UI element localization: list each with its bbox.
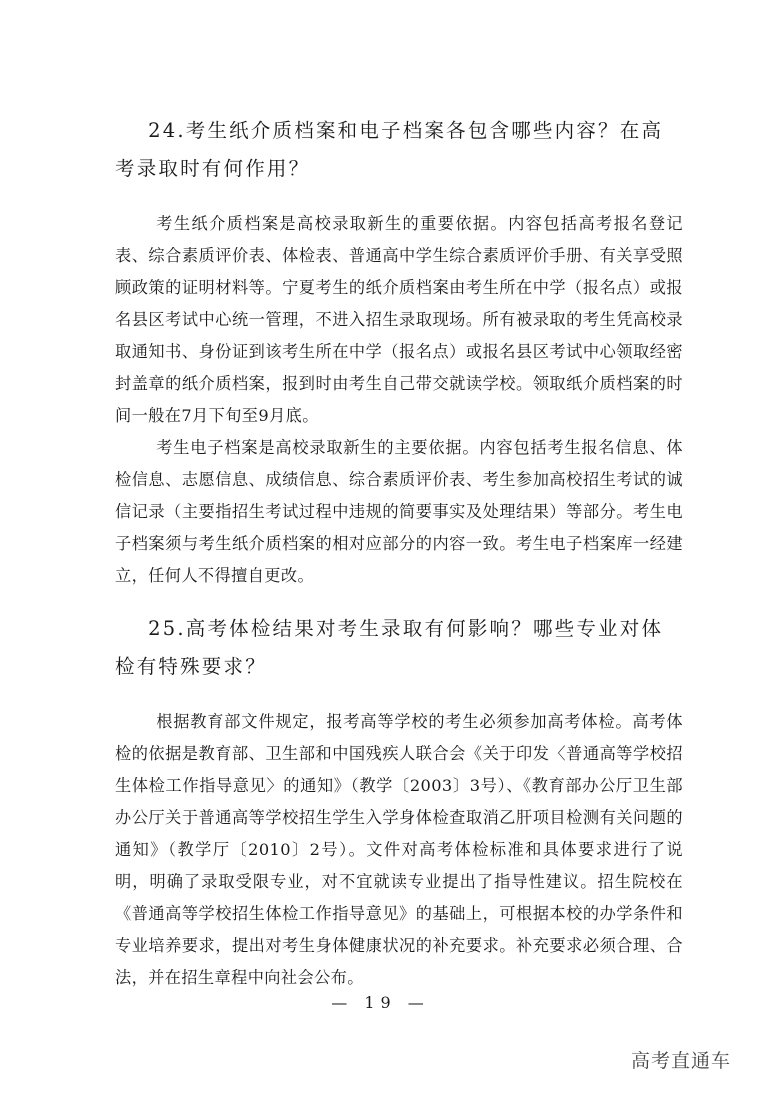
question-25-heading: 25.高考体检结果对考生录取有何影响？哪些专业对体检有特殊要求？ bbox=[115, 617, 664, 678]
page-number: — 19 — bbox=[331, 993, 430, 1012]
watermark-text: 高考直通车 bbox=[630, 1050, 731, 1072]
physical-exam-paragraph: 根据教育部文件规定，报考高等学校的考生必须参加高考体检。高考体检的依据是教育部、卫生部和中国残疾人联合会《关于印发〈普通高等学校招生体检工作指导意见〉的通知》（教学〔2003〕3号）、《教育部办公厅卫生部办公厅关于普通高等学校招生学生入学身体检查取消乙肝项目检测有关问题的通知》（教学厅〔2010〕2号）。文件对高考体检标准和具体要求进行了说明，明确了录取受限专业，对不宜就读专业提出了指导性建议。招生院校在《普通高等学校招生体检工作指导意见》的基础上，可根据本校的办学条件和专业培养要求，提出对考生身体健康状况的补充要求。补充要求必须合理、合法，并在招生章程中向社会公布。 bbox=[115, 712, 683, 987]
document-page bbox=[115, 112, 683, 994]
paper-archive-paragraph: 考生纸介质档案是高校录取新生的重要依据。内容包括高考报名登记表、综合素质评价表、体检表、普通高中学生综合素质评价手册、有关享受照顾政策的证明材料等。宁夏考生的纸介质档案由考生所在中学（报名点）或报名县区考试中心统一管理，不进入招生录取现场。所有被录取的考生凭高校录取通知书、身份证到该考生所在中学（报名点）或报名县区考试中心领取经密封盖章的纸介质档案，报到时由考生自己带交就读学校。领取纸介质档案的时间一般在7月下旬至9月底。 bbox=[115, 214, 683, 425]
question-24-heading: 24.考生纸介质档案和电子档案各包含哪些内容？在高考录取时有何作用？ bbox=[115, 119, 664, 180]
electronic-archive-paragraph: 考生电子档案是高校录取新生的主要依据。内容包括考生报名信息、体检信息、志愿信息、成绩信息、综合素质评价表、考生参加高校招生考试的诚信记录（主要指招生考试过程中违规的简要事实及处理结果）等部分。考生电子档案须与考生纸介质档案的相对应部分的内容一致。考生电子档案库一经建立，任何人不得擅自更改。 bbox=[115, 438, 683, 585]
